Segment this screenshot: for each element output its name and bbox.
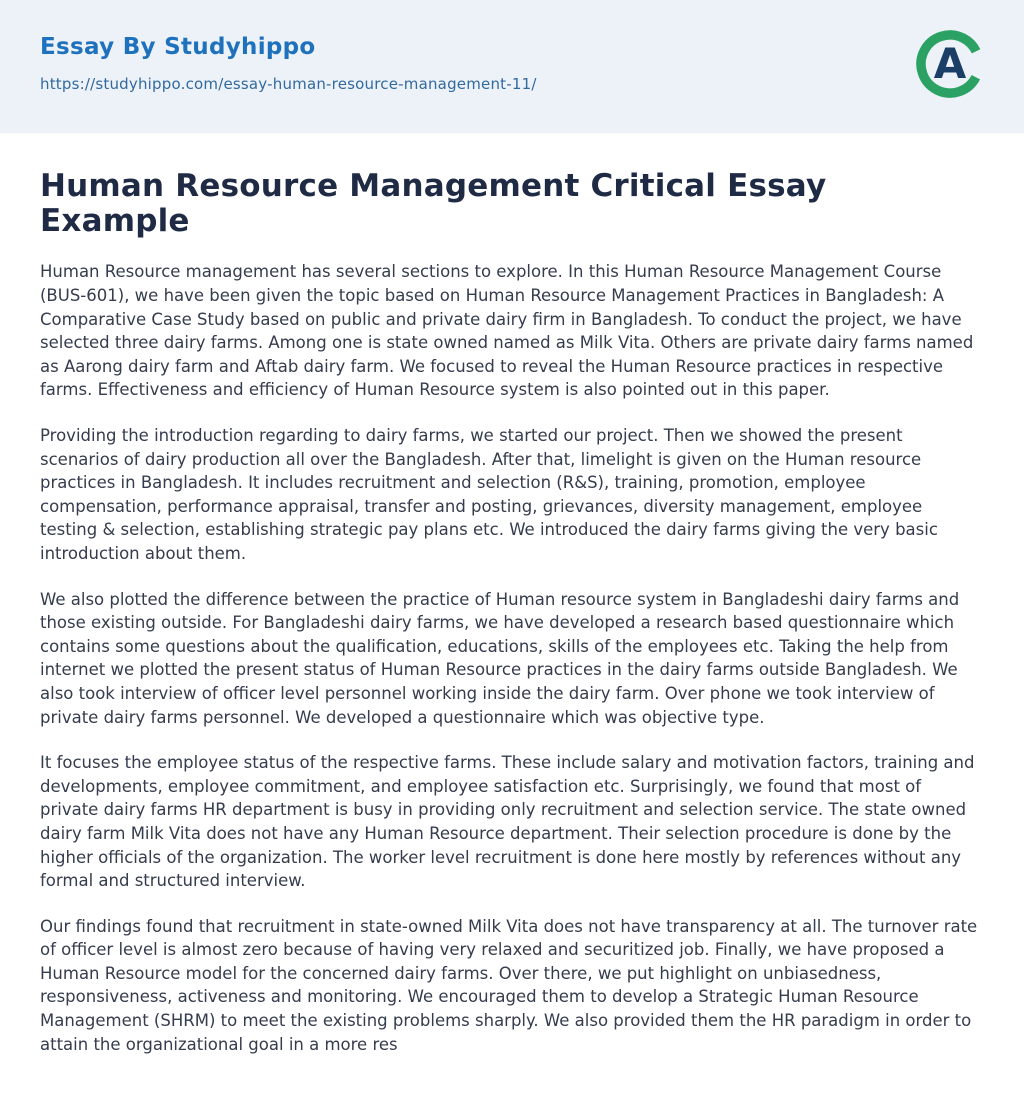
essay-url-link[interactable]: https://studyhippo.com/essay-human-resource-management-11/ [40,75,537,93]
essay-title: Human Resource Management Critical Essay Example [40,168,827,239]
essay-paragraph-1: Human Resource management has several sections to explore. In this Human Resource Management Course (BUS-601), we have been given the topic based on Human Resource Management Practices in Bangladesh: A Comparative Case Study based on public and private dairy firm in Bangladesh. To conduct the project, we have selected three dairy farms. Among one is state owned named as Milk Vita. Others are private dairy farms named as Aarong dairy farm and Aftab dairy farm. We focused to reveal the Human Resource practices in respective farms. Effectiveness and efficiency of Human Resource system is also pointed out in this paper. [40,262,974,400]
essay-paragraph-2: Providing the introduction regarding to dairy farms, we started our project. Then we showed the present scenarios of dairy production all over the Bangladesh. After that, limelight is given on the Human resource practices in Bangladesh. It includes recruitment and selection (R&S), training, promotion, employee compensation, performance appraisal, transfer and posting, grievances, diversity management, employee testing & selection, establishing strategic pay plans etc. We introduced the dairy farms giving the very basic introduction about them. [40,426,938,563]
essay-paragraph-3: We also plotted the difference between the practice of Human resource system in Bangladeshi dairy farms and those existing outside. For Bangladeshi dairy farms, we have developed a research based questionnaire which contains some questions about the qualification, educations, skills of the employees etc. Taking the help from internet we plotted the present status of Human Resource practices in the dairy farms outside Bangladesh. We also took interview of officer level personnel working inside the dairy farm. Over phone we took interview of private dairy farms personnel. We developed a questionnaire which was objective type. [40,589,960,727]
studyhippo-logo [914,28,986,100]
header-text-block [40,34,537,93]
essay-paragraph-4: It focuses the employee status of the respective farms. These include salary and motivation factors, training and developments, employee commitment, and employee satisfaction etc. Surprisingly, we found that most of private dairy farms HR department is busy in providing only recruitment and selection service. The state owned dairy farm Milk Vita does not have any Human Resource department. Their selection procedure is done by the higher officials of the organization. The worker level recruitment is done here mostly by references without any formal and structured interview. [40,753,975,891]
logo-ring-icon [914,28,986,100]
site-title: Essay By Studyhippo [40,34,316,60]
essay-article [0,133,1024,1108]
page-header [0,0,1024,133]
essay-paragraph-5: Our findings found that recruitment in state-owned Milk Vita does not have transparency at all. The turnover rate of officer level is almost zero because of having very relaxed and securitized job. Finally, we have proposed a Human Resource model for the concerned dairy farms. Over there, we put highlight on unbiasedness, responsiveness, activeness and monitoring. We encouraged them to develop a Strategic Human Resource Management (SHRM) to meet the existing problems sharply. We also provided them the HR paradigm in order to attain the organizational goal in a more res [40,916,978,1054]
logo-letter: A [933,39,967,88]
